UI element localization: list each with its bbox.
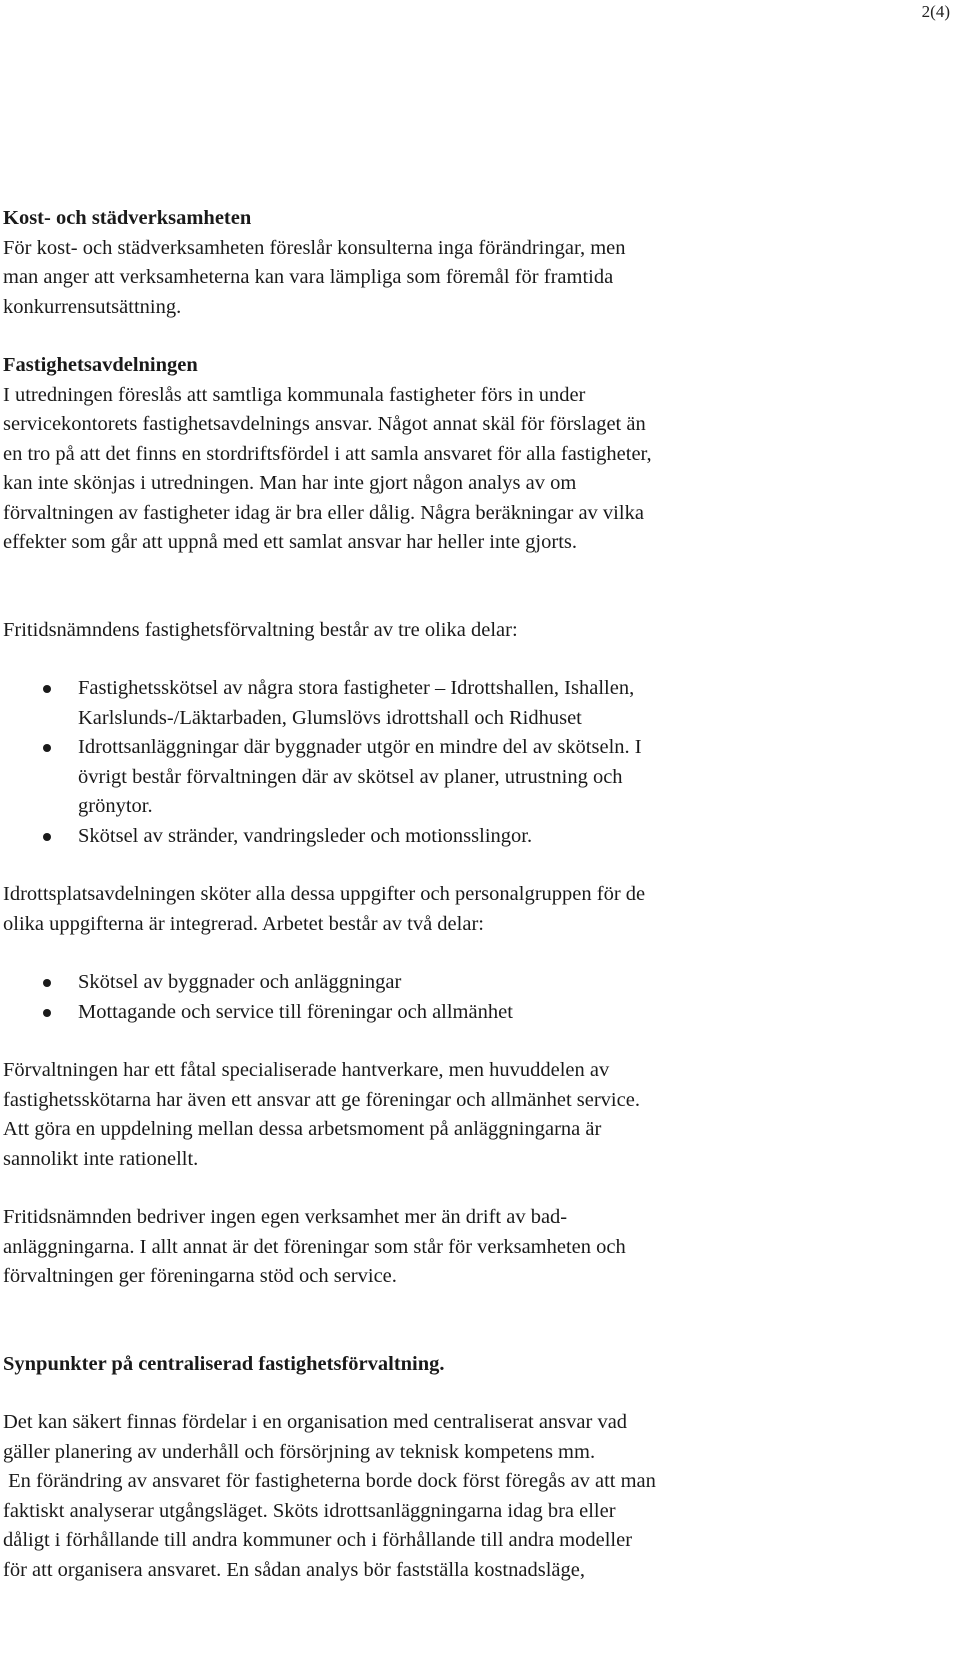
bullet-icon [43, 685, 51, 693]
text-line: Fritidsnämndens fastighetsförvaltning består av tre olika delar: [3, 618, 518, 641]
text-line: förvaltningen av fastigheter idag är bra eller dålig. Några beräkningar av vilka [3, 501, 644, 524]
section-heading: Kost- och städverksamheten [3, 207, 252, 229]
text-line: För kost- och städverksamheten föreslår konsulterna inga förändringar, men [3, 236, 626, 259]
section-heading: Synpunkter på centraliserad fastighetsförvaltning. [3, 1352, 445, 1375]
text-line: fastighetsskötarna har även ett ansvar att ge föreningar och allmänhet service. [3, 1088, 640, 1111]
text-line: Fritidsnämnden bedriver ingen egen verksamhet mer än drift av bad- [3, 1206, 568, 1228]
text-line: faktiskt analyserar utgångsläget. Sköts idrottsanläggningarna idag bra eller [3, 1499, 616, 1522]
text-line: gäller planering av underhåll och försörjning av teknisk kompetens mm. [3, 1440, 596, 1463]
text-line: en tro på att det finns en stordriftsfördel i att samla ansvaret för alla fastigheter, [3, 442, 652, 465]
text-line: Att göra en uppdelning mellan dessa arbetsmoment på anläggningarna är [3, 1118, 602, 1140]
page-number: 2(4) [921, 2, 950, 21]
document-body [3, 204, 943, 1585]
section-kost [3, 204, 943, 322]
text-line: grönytor. [78, 795, 153, 817]
work-list [3, 968, 943, 1027]
list-item [3, 822, 943, 852]
section-synpunkter [3, 1408, 943, 1585]
bullet-icon [43, 744, 51, 752]
text-line: effekter som går att uppnå med ett samlat ansvar har heller inte gjorts. [3, 531, 577, 553]
section-heading: Fastighetsavdelningen [3, 354, 198, 376]
text-line: Förvaltningen har ett fåtal specialiserade hantverkare, men huvuddelen av [3, 1059, 610, 1081]
section-synpunkter-heading [3, 1350, 943, 1380]
text-line: dåligt i förhållande till andra kommuner och i förhållande till andra modeller [3, 1529, 633, 1551]
list-item [3, 968, 943, 998]
paragraph-idrottsplatsavdelningen [3, 880, 943, 939]
text-line: Fastighetsskötsel av några stora fastigheter – Idrottshallen, Ishallen, [78, 677, 635, 699]
text-line: övrigt består förvaltningen där av skötsel av planer, utrustning och [78, 765, 623, 788]
list-item [3, 733, 943, 822]
list-item [3, 674, 943, 733]
text-line: Idrottsanläggningar där byggnader utgör en mindre del av skötseln. I [78, 736, 642, 758]
paragraph-fritidsnamnden [3, 1203, 943, 1292]
text-line: konkurrensutsättning. [3, 295, 182, 318]
text-line: Karlslunds-/Läktarbaden, Glumslövs idrottshall och Ridhuset [78, 706, 582, 729]
bullet-icon [43, 1009, 51, 1017]
bullet-icon [43, 833, 51, 841]
text-line: kan inte skönjas i utredningen. Man har inte gjort någon analys av om [3, 472, 577, 494]
text-line: anläggningarna. I allt annat är det föreningar som står för verksamheten och [3, 1235, 626, 1258]
section-fastighetsavdelningen [3, 351, 943, 558]
text-line: En förändring av ansvaret för fastigheterna borde dock först föregås av att man [3, 1470, 656, 1492]
text-line: sannolikt inte rationellt. [3, 1147, 199, 1170]
text-line: I utredningen föreslås att samtliga kommunala fastigheter förs in under [3, 383, 586, 406]
text-line: Skötsel av stränder, vandringsleder och motionsslingor. [78, 824, 533, 847]
text-line: servicekontorets fastighetsavdelnings ansvar. Något annat skäl för förslaget än [3, 413, 646, 435]
text-line: olika uppgifterna är integrerad. Arbetet består av två delar: [3, 912, 484, 935]
list-item [3, 998, 943, 1028]
text-line: för att organisera ansvaret. En sådan analys bör fastställa kostnadsläge, [3, 1558, 585, 1581]
text-line: Det kan säkert finnas fördelar i en organisation med centraliserat ansvar vad [3, 1411, 628, 1433]
paragraph-intro-parts [3, 616, 943, 646]
bullet-icon [43, 979, 51, 987]
text-line: Mottagande och service till föreningar och allmänhet [78, 1000, 513, 1023]
text-line: man anger att verksamheterna kan vara lämpliga som föremål för framtida [3, 266, 614, 288]
paragraph-forvaltningen [3, 1056, 943, 1174]
text-line: Skötsel av byggnader och anläggningar [78, 971, 402, 993]
parts-list [3, 674, 943, 851]
text-line: förvaltningen ger föreningarna stöd och service. [3, 1265, 397, 1287]
text-line: Idrottsplatsavdelningen sköter alla dessa uppgifter och personalgruppen för de [3, 883, 646, 905]
